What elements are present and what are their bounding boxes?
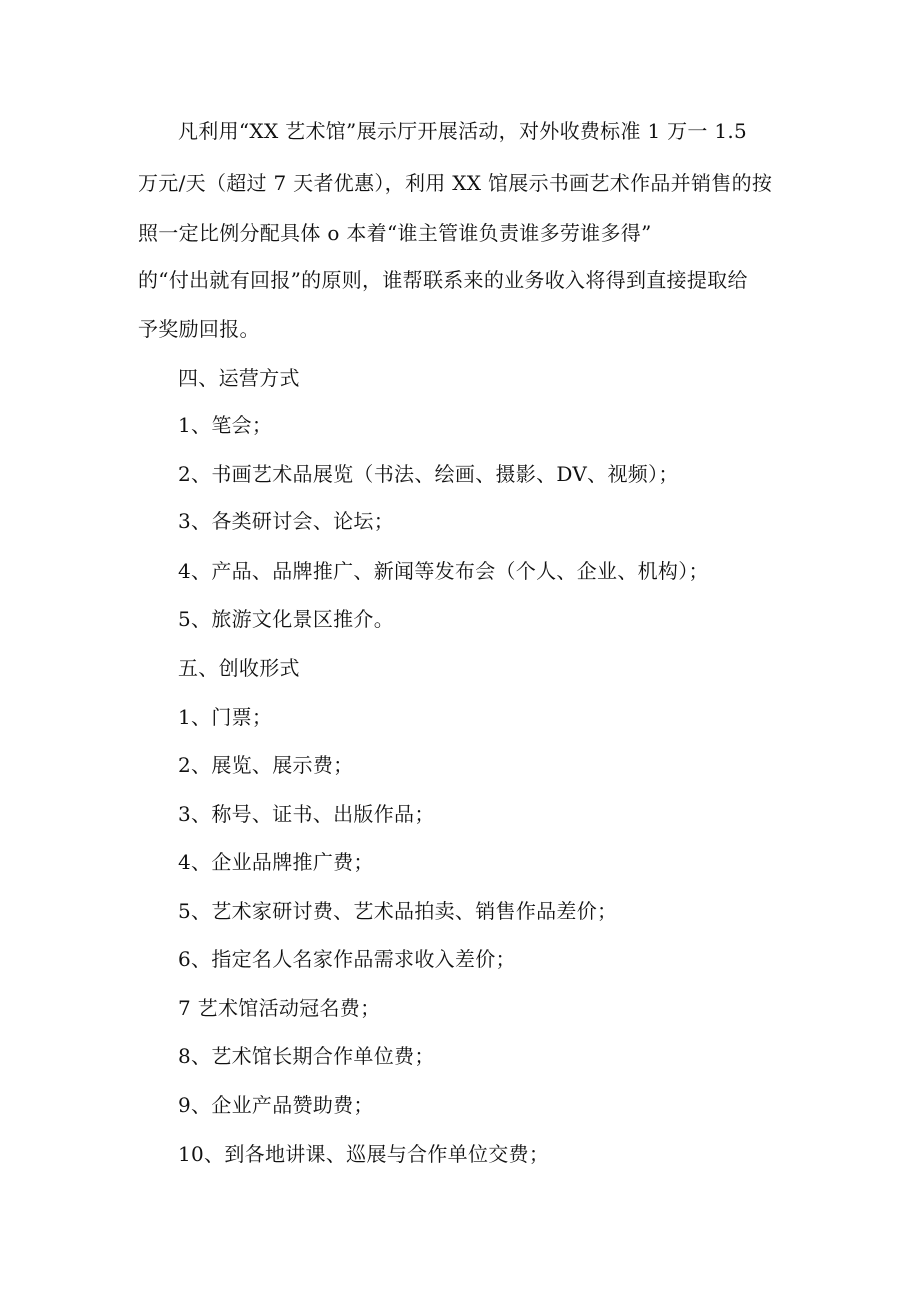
list-item: 6、指定名人名家作品需求收入差价； bbox=[178, 947, 516, 971]
list-item: 3、各类研讨会、论坛； bbox=[178, 509, 395, 533]
paragraph-line: 照一定比例分配具体 o 本着“谁主管谁负责谁多劳谁多得” bbox=[138, 221, 652, 245]
list-item: 10、到各地讲课、巡展与合作单位交费； bbox=[178, 1142, 550, 1166]
list-item: 7 艺术馆活动冠名费； bbox=[178, 996, 381, 1020]
list-item: 2、书画艺术品展览（书法、绘画、摄影、DV、视频）； bbox=[178, 462, 679, 486]
list-item: 1、笔会； bbox=[178, 413, 273, 437]
list-item: 8、艺术馆长期合作单位费； bbox=[178, 1044, 435, 1068]
section-heading: 五、创收形式 bbox=[178, 656, 300, 680]
list-item: 1、门票； bbox=[178, 705, 273, 729]
paragraph-line: 予奖励回报。 bbox=[138, 317, 260, 341]
paragraph-line: 凡利用“XX 艺术馆”展示厅开展活动，对外收费标准 1 万一 1.5 bbox=[178, 119, 748, 143]
paragraph-line: 的“付出就有回报”的原则，谁帮联系来的业务收入将得到直接提取给 bbox=[138, 268, 748, 292]
list-item: 4、企业品牌推广费； bbox=[178, 850, 374, 874]
list-item: 3、称号、证书、出版作品； bbox=[178, 802, 435, 826]
list-item: 5、艺术家研讨费、艺术品拍卖、销售作品差价； bbox=[178, 899, 618, 923]
list-item: 5、旅游文化景区推介。 bbox=[178, 607, 395, 631]
paragraph-line: 万元/天（超过 7 天者优惠），利用 XX 馆展示书画艺术作品并销售的按 bbox=[138, 171, 773, 195]
section-heading: 四、运营方式 bbox=[178, 366, 300, 390]
list-item: 2、展览、展示费； bbox=[178, 753, 354, 777]
list-item: 4、产品、品牌推广、新闻等发布会（个人、企业、机构）； bbox=[178, 559, 709, 583]
list-item: 9、企业产品赞助费； bbox=[178, 1093, 374, 1117]
